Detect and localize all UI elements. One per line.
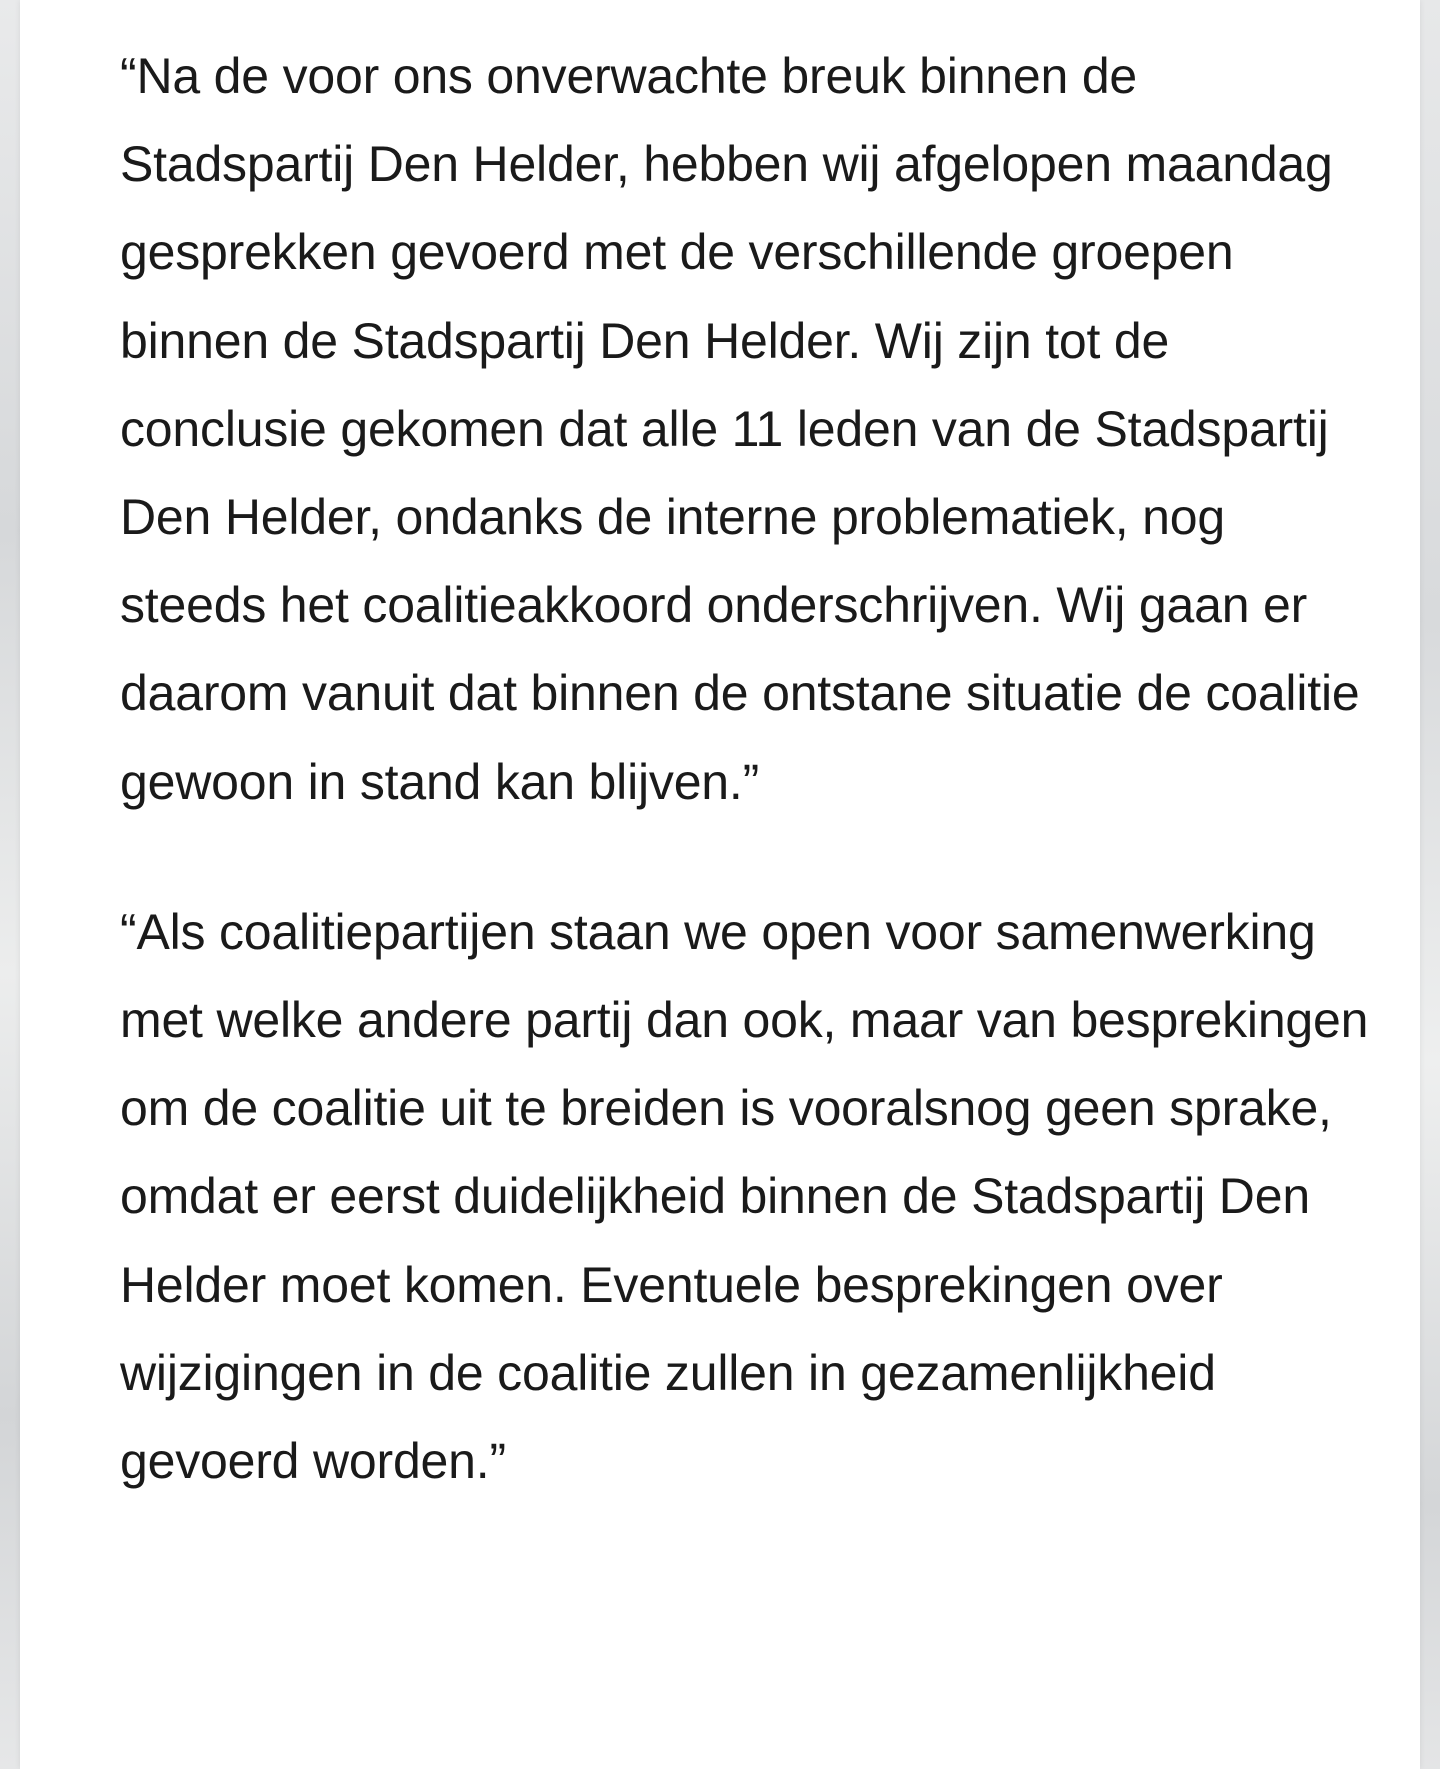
background-right-margin xyxy=(1420,0,1440,1769)
article-paragraph-1: “Na de voor ons onverwachte breuk binnen de Stadspartij Den Helder, hebben wij afgelopen maandag gesprekken gevoerd met de verschillende groepen binnen de Stadspartij Den Helder. Wij zijn tot de conclusie gekomen dat alle 11 leden van de Stadspartij Den Helder, ondanks de interne problematiek, nog steeds het coalitieakkoord onderschrijven. Wij gaan er daarom vanuit dat binnen de ontstane situatie de coalitie gewoon in stand kan blijven.” xyxy=(120,48,1360,810)
article-paragraph-2: “Als coalitiepartijen staan we open voor samenwerking met welke andere partij dan ook, maar van besprekingen om de coalitie uit te breiden is vooralsnog geen sprake, omdat er eerst duidelijkheid binnen de Stadspartij Den Helder moet komen. Eventuele besprekingen over wijzigingen in de coalitie zullen in gezamenlijkheid gevoerd worden.” xyxy=(120,903,1369,1490)
article-body xyxy=(120,32,1370,1567)
background-left-margin xyxy=(0,0,20,1769)
article-card xyxy=(20,0,1420,1769)
